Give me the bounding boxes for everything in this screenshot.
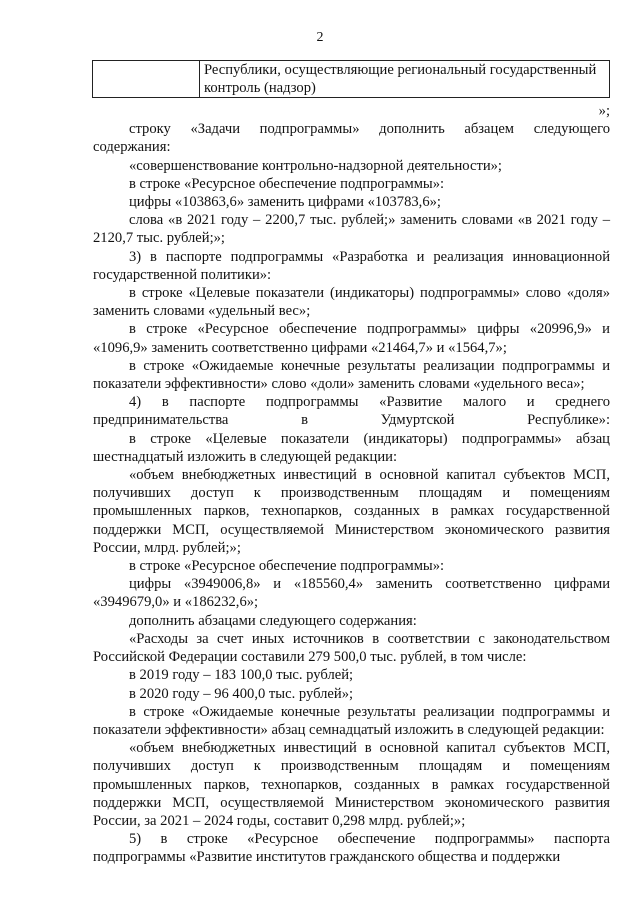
- paragraph-resource-line: в строке «Ресурсное обеспечение подпрограммы»:: [129, 175, 445, 192]
- paragraph-figures-replace-2: цифры «3949006,8» и «185560,4» заменить соответственно цифрами «3949679,0» и «186232,6»;: [93, 576, 610, 611]
- paragraph-quote-investments-2: «объем внебюджетных инвестиций в основной капитал субъектов МСП, получивших доступ к производственным площадям и помещениям промышленных парков, технопарков, созданных в рамках государственной поддержки МСП, осуществляемой Министерством экономического развития России, за 2021 – 2024 годы, составит 0,298 млрд. рублей;»;: [93, 740, 610, 829]
- table-fragment: [92, 60, 610, 98]
- paragraph-item-4: 4) в паспорте подпрограммы «Развитие малого и среднего предпринимательства в Удмуртской Республике»:: [93, 394, 610, 429]
- table-closing-quote: »;: [598, 103, 610, 119]
- paragraph-resource-figures: в строке «Ресурсное обеспечение подпрограммы» цифры «20996,9» и «1096,9» заменить соответственно цифрами «21464,7» и «1564,7»;: [93, 321, 610, 356]
- paragraph-words-replace: слова «в 2021 году – 2200,7 тыс. рублей;» заменить словами «в 2021 году – 2120,7 тыс. рублей;»;: [93, 212, 610, 247]
- paragraph-add-paragraphs: дополнить абзацами следующего содержания:: [129, 612, 417, 629]
- document-body: [93, 102, 610, 867]
- table-cell-text: Республики, осуществляющие региональный государственный контроль (надзор): [200, 61, 610, 98]
- paragraph-figures-replace: цифры «103863,6» заменить цифрами «103783,6»;: [129, 194, 441, 211]
- paragraph-expected-seventeenth: в строке «Ожидаемые конечные результаты реализации подпрограммы и показатели эффективности» абзац семнадцатый изложить в следующей редакции:: [93, 703, 610, 738]
- table-cell-empty: [93, 61, 200, 98]
- paragraph-quote-investments-1: «объем внебюджетных инвестиций в основной капитал субъектов МСП, получивших доступ к производственным площадям и помещениям промышленных парков, технопарков, созданных в рамках государственной поддержки МСП, осуществляемой Министерством экономического развития России, млрд. рублей;»;: [93, 467, 610, 556]
- paragraph-item-5: 5) в строке «Ресурсное обеспечение подпрограммы» паспорта подпрограммы «Развитие институтов гражданского общества и поддержки: [93, 831, 610, 866]
- paragraph-year-2019: в 2019 году – 183 100,0 тыс. рублей;: [129, 667, 354, 684]
- paragraph-resource-line-2: в строке «Ресурсное обеспечение подпрограммы»:: [129, 558, 445, 575]
- paragraph-item-3: 3) в паспорте подпрограммы «Разработка и реализация инновационной государственной политики»:: [93, 248, 610, 283]
- paragraph-other-sources: «Расходы за счет иных источников в соответствии с законодательством Российской Федерации составили 279 500,0 тыс. рублей, в том числе:: [93, 630, 610, 666]
- paragraph-year-2020: в 2020 году – 96 400,0 тыс. рублей»;: [129, 685, 354, 702]
- paragraph-expected-results: в строке «Ожидаемые конечные результаты реализации подпрограммы и показатели эффективности» слово «доли» заменить словами «удельного веса»;: [93, 357, 610, 393]
- paragraph-target-sixteenth: в строке «Целевые показатели (индикаторы) подпрограммы» абзац шестнадцатый изложить в следующей редакции:: [93, 430, 610, 465]
- page-number: 2: [316, 30, 324, 45]
- table-row: [93, 61, 610, 98]
- paragraph-target-indicators: в строке «Целевые показатели (индикаторы) подпрограммы» слово «доля» заменить словами «удельный вес»;: [93, 285, 610, 320]
- paragraph-tasks: строку «Задачи подпрограммы» дополнить абзацем следующего содержания:: [93, 121, 610, 156]
- paragraph-quote-improvement: «совершенствование контрольно-надзорной деятельности»;: [129, 157, 502, 174]
